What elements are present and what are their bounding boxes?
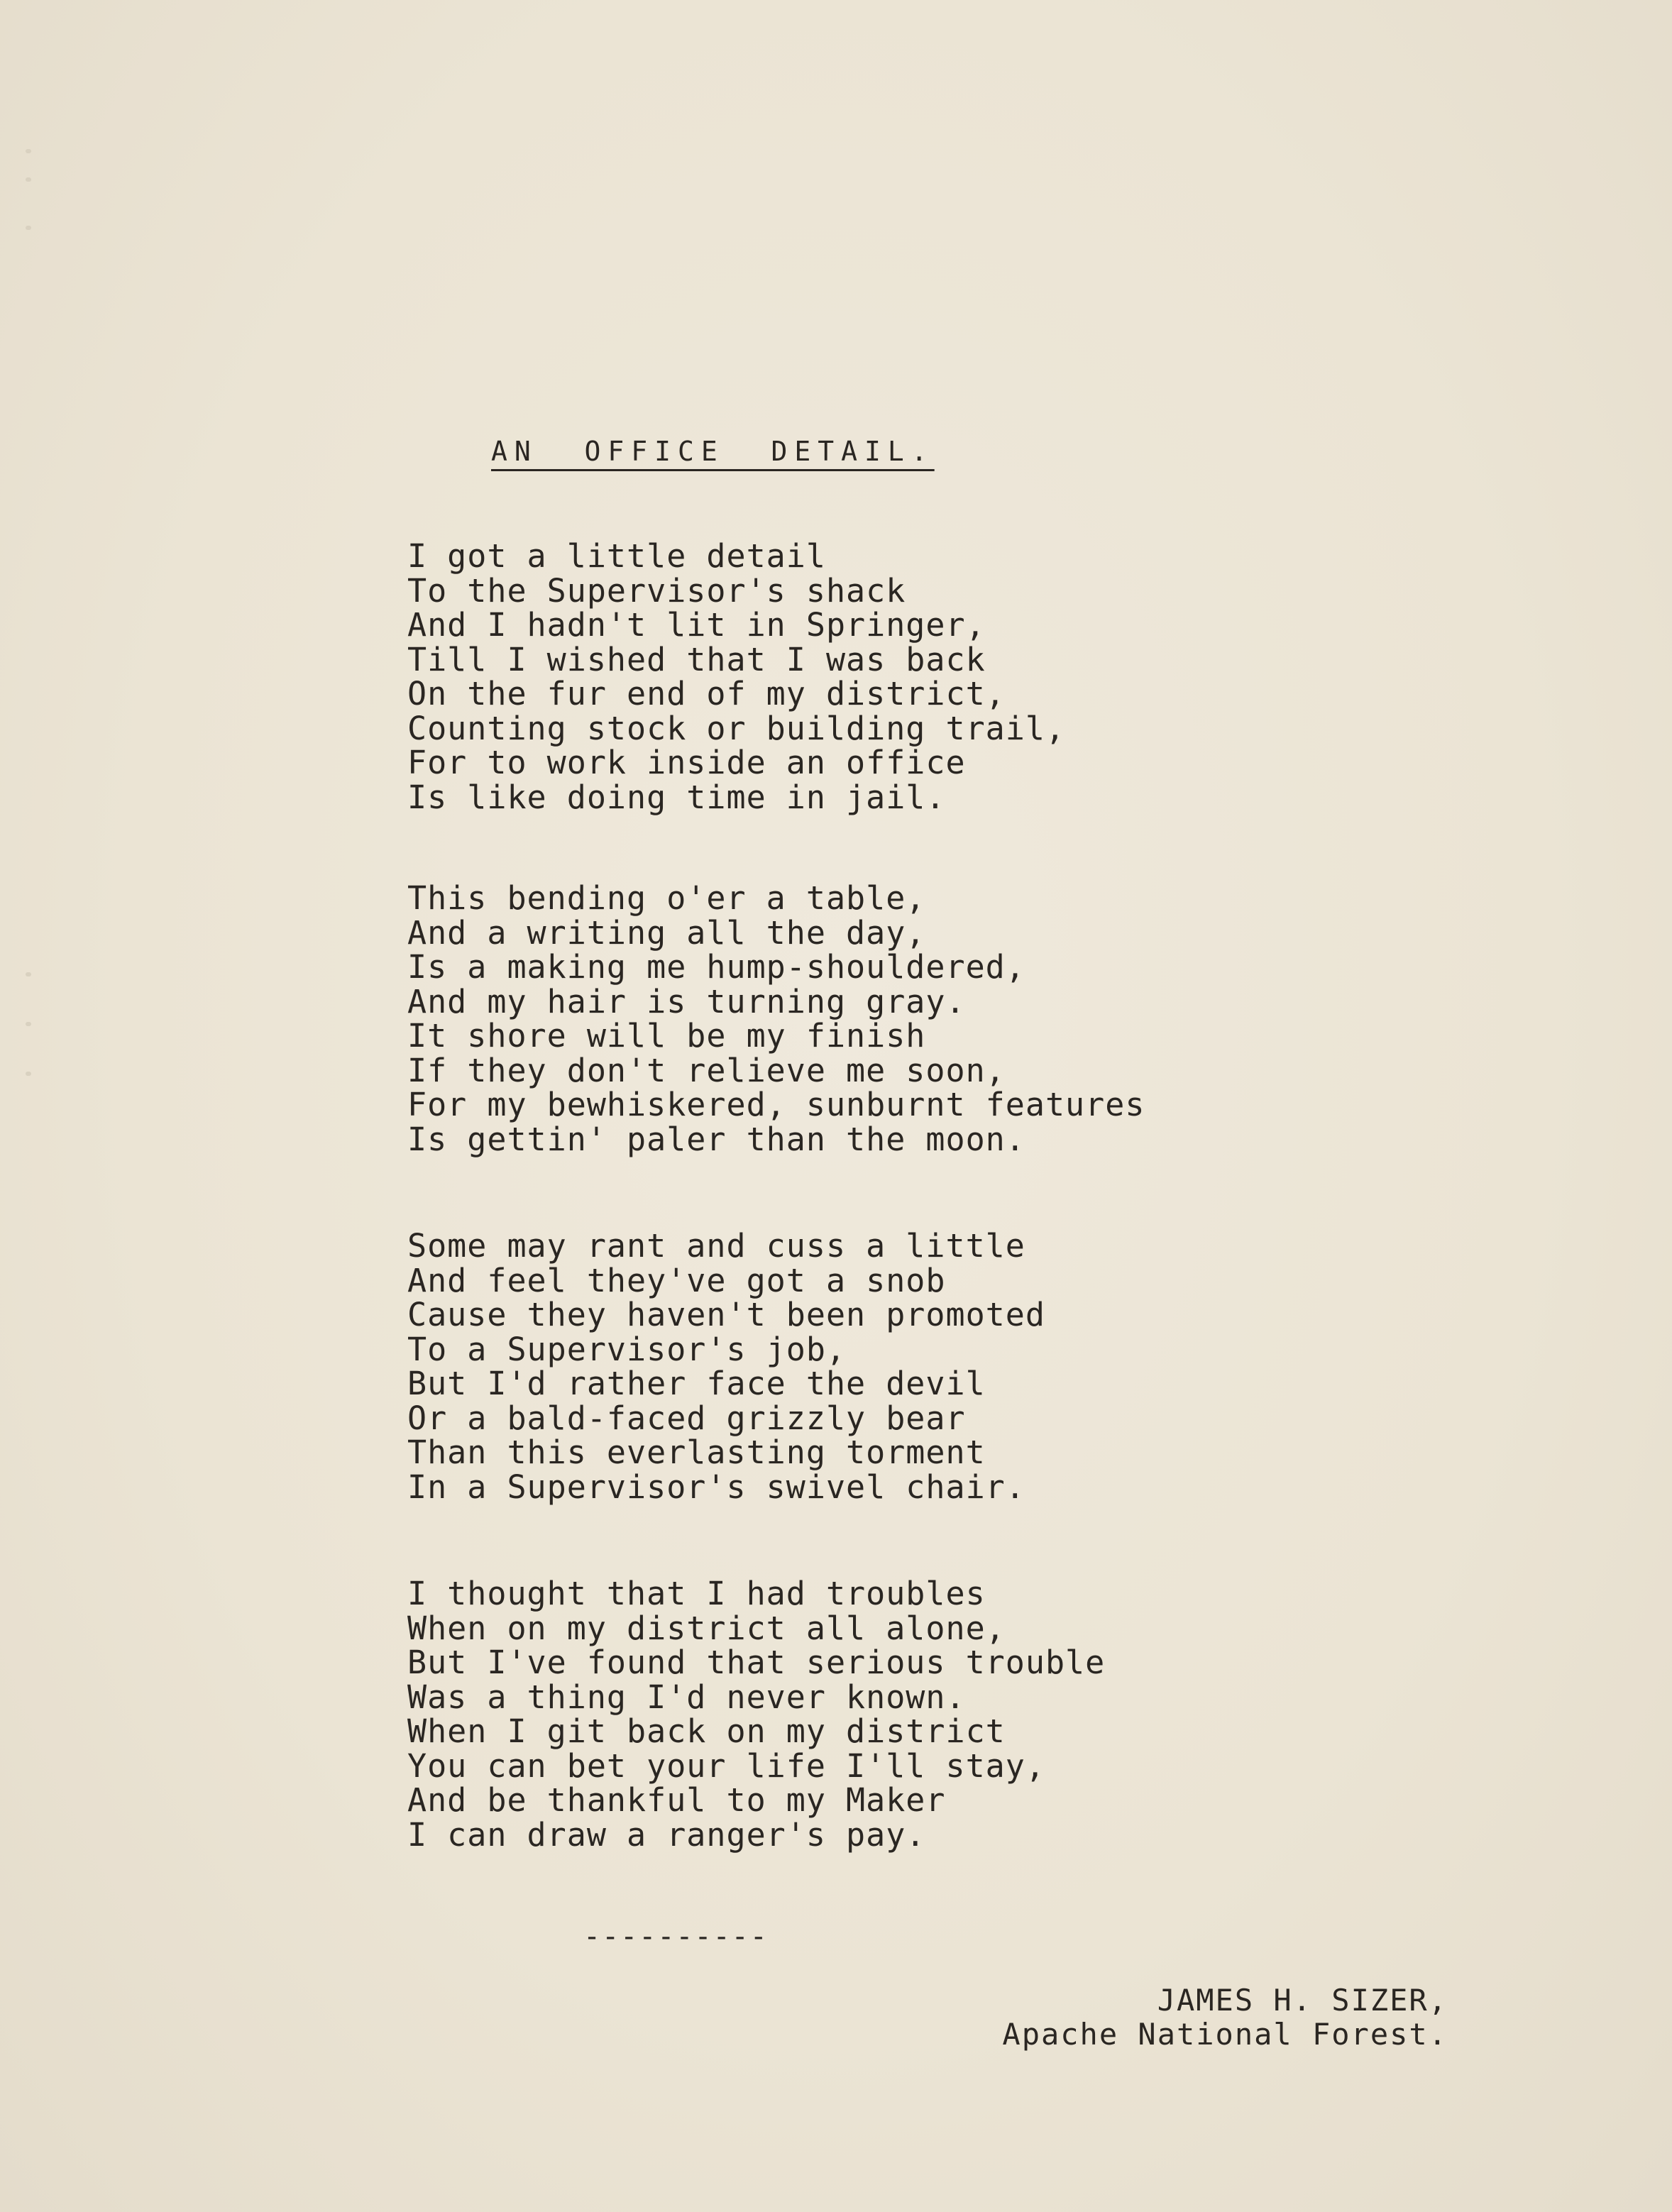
poem-line: On the fur end of my district, xyxy=(407,675,1006,712)
poem-line: For my bewhiskered, sunburnt features xyxy=(407,1086,1145,1123)
poem-line: Till I wished that I was back xyxy=(407,640,986,678)
poem-line: This bending o'er a table, xyxy=(407,879,926,917)
poem-line: If they don't relieve me soon, xyxy=(407,1051,1006,1089)
stanza-1 xyxy=(407,539,1065,815)
poem-line: When on my district all alone, xyxy=(407,1609,1006,1647)
poem-title: AN OFFICE DETAIL. xyxy=(491,436,935,467)
signature-block xyxy=(937,1983,1448,2052)
poem-line: Was a thing I'd never known. xyxy=(407,1678,966,1716)
poem-line: Than this everlasting torment xyxy=(407,1434,986,1471)
poem-line: You can bet your life I'll stay, xyxy=(407,1746,1045,1785)
poem-line: Or a bald-faced grizzly bear xyxy=(407,1399,966,1437)
poem-line: And I hadn't lit in Springer, xyxy=(407,606,986,644)
poem-line: In a Supervisor's swivel chair. xyxy=(407,1468,1025,1506)
poem-line: Counting stock or building trail, xyxy=(407,709,1066,747)
poem-line: But I've found that serious trouble xyxy=(407,1644,1106,1681)
stanza-3 xyxy=(407,1229,1045,1504)
poem-line: Is a making me hump-shouldered, xyxy=(407,948,1025,986)
poem-line: And feel they've got a snob xyxy=(407,1261,946,1299)
poem-line: To the Supervisor's shack xyxy=(407,571,906,610)
poem-line: And be thankful to my Maker xyxy=(407,1781,946,1819)
poem-line: When I git back on my district xyxy=(407,1712,1006,1750)
poem-line: For to work inside an office xyxy=(407,744,966,781)
author-name: JAMES H. SIZER, xyxy=(1157,1983,1448,2018)
poem-line: I got a little detail xyxy=(407,537,826,575)
stanza-4 xyxy=(407,1577,1105,1852)
poem-line: And my hair is turning gray. xyxy=(407,982,966,1020)
poem-line: And a writing all the day, xyxy=(407,913,926,952)
author-affiliation: Apache National Forest. xyxy=(1002,2017,1448,2052)
stanza-2 xyxy=(407,881,1145,1157)
poem-line: I thought that I had troubles xyxy=(407,1575,986,1612)
paper-edge-marks xyxy=(26,149,37,1128)
poem-line: It shore will be my finish xyxy=(407,1017,926,1055)
poem-line: I can draw a ranger's pay. xyxy=(407,1815,926,1854)
poem-line: To a Supervisor's job, xyxy=(407,1330,847,1368)
poem-line: Some may rant and cuss a little xyxy=(407,1227,1025,1265)
poem-line: Cause they haven't been promoted xyxy=(407,1296,1045,1333)
poem-line: Is like doing time in jail. xyxy=(407,778,946,816)
dash-divider: ---------- xyxy=(583,1920,769,1953)
poem-line: Is gettin' paler than the moon. xyxy=(407,1120,1025,1158)
poem-line: But I'd rather face the devil xyxy=(407,1365,986,1402)
